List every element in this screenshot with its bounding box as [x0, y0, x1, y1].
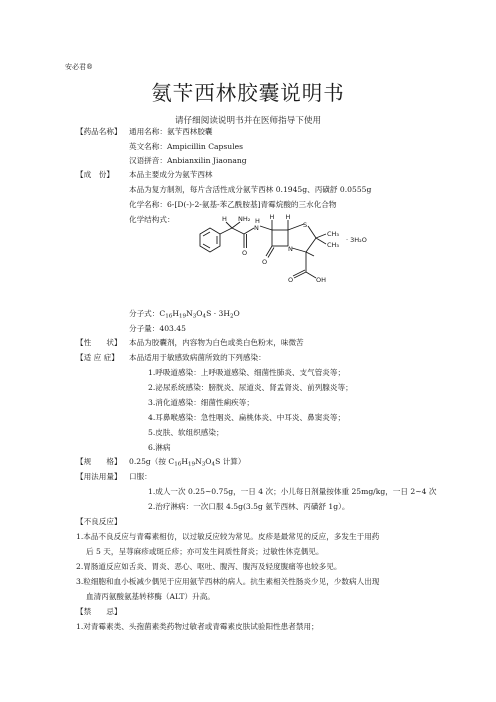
adverse-item: 1.本品不良反应与青霉素相仿，以过敏反应较为常见。皮疹是最常见的反应，多发生于用药 — [76, 532, 380, 541]
indications-intro: 本品适用于敏感致病菌所致的下列感染： — [129, 353, 266, 362]
label-h-c6: H — [269, 213, 275, 221]
adverse-item: 血清丙氨酸氨基转移酶（ALT）升高。 — [86, 592, 215, 601]
dosage-adult: 1.成人一次 0.25~0.75g，一日 4 次；小儿每日剂量按体重 25mg/kg，一日 2~4 次 — [148, 487, 437, 496]
indication-item: 1.呼吸道感染：上呼吸道感染、细菌性肺炎、支气管炎等； — [148, 368, 346, 377]
properties-text: 本品为胶囊剂，内容物为白色或类白色粉末，味微苦 — [129, 338, 304, 347]
section-label-adverse: 【不良反应】 — [76, 517, 122, 526]
label-n-ring: N — [288, 245, 293, 253]
section-label-properties: 【性 状】 — [76, 338, 122, 347]
label-s: S — [303, 221, 308, 229]
indication-item: 4.耳鼻喉感染：急性咽炎、扁桃体炎、中耳炎、鼻窦炎等； — [148, 413, 346, 422]
indication-item: 6.淋病 — [148, 443, 171, 452]
brand-name: 安必君® — [65, 63, 93, 71]
label-h-nh: H — [255, 217, 260, 225]
label-nh2: NH₂ — [238, 215, 251, 223]
ingredients-main: 本品主要成分为氨苄西林 — [129, 170, 213, 179]
generic-name: 通用名称：氨苄西林胶囊 — [129, 127, 213, 136]
label-o-amide: O — [242, 249, 248, 257]
specification-text: 0.25g（按 $C_{16}H_{19}N_3O_4S$ 计算） — [129, 457, 246, 468]
label-o-lactam: O — [262, 258, 268, 266]
label-h-c5: H — [285, 213, 291, 221]
section-label-drug-name: 【药品名称】 — [76, 127, 122, 136]
indication-item: 5.皮肤、软组织感染； — [148, 428, 224, 437]
contraindication-item: 1.对青霉素类、头孢菌素类药物过敏者或青霉素皮肤试验阳性患者禁用； — [76, 622, 319, 631]
label-ch3-top: CH₃ — [327, 230, 340, 238]
dosage-intro: 口服： — [129, 472, 152, 481]
dosage-gonorrhea: 2.治疗淋病：一次口服 4.5g(3.5g 氨苄西林、丙磺舒 1g）。 — [148, 502, 350, 511]
section-label-ingredients: 【成 份】 — [76, 170, 114, 179]
ingredients-compound: 本品为复方制剂，每片含活性成分氨苄西林 0.1945g、丙磺舒 0.0555g — [129, 185, 372, 194]
english-name: 英文名称：Ampicillin Capsules — [129, 142, 244, 151]
label-ch3-bottom: CH₃ — [327, 241, 340, 249]
section-label-specification: 【规 格】 — [76, 457, 122, 466]
adverse-item: 3.粒细胞和血小板减少偶见于应用氨苄西林的病人。抗生素相关性肠炎少见，少数病人出现 — [76, 577, 380, 586]
pinyin-name: 汉语拼音：Anbianxilin Jiaonang — [129, 156, 247, 165]
chemical-structure-diagram — [190, 210, 400, 302]
document-subtitle: 请仔细阅读说明书并在医师指导下使用 — [174, 116, 322, 126]
indication-item: 3.消化道感染：细菌性痢疾等； — [148, 398, 254, 407]
adverse-item: 后 5 天，呈荨麻疹或斑丘疹；亦可发生间质性肾炎；过敏性休克偶见。 — [86, 547, 324, 556]
label-o-carboxyl: O — [288, 276, 294, 284]
molecular-weight: 分子量：403.45 — [129, 324, 186, 333]
structure-caption: 化学结构式： — [129, 215, 175, 224]
adverse-item: 2.胃肠道反应如舌炎、胃炎、恶心、呕吐、腹泻、腹泻及轻度腹痛等也较多见。 — [76, 562, 342, 571]
label-hydrate: · 3H₂O — [346, 236, 367, 244]
section-label-dosage: 【用法用量】 — [76, 472, 122, 481]
molecular-formula: 分子式：$C_{16}H_{19}N_3O_4S \cdot 3H_2O$ — [129, 309, 240, 320]
indication-item: 2.泌尿系统感染：膀胱炎、尿道炎、肾盂肾炎、前列腺炎等； — [148, 383, 353, 392]
document-title: 氨苄西林胶囊说明书 — [151, 81, 345, 105]
label-h-alpha: H — [222, 215, 227, 223]
label-oh: OH — [316, 276, 327, 284]
section-label-indications: 【适 应 症】 — [76, 353, 119, 362]
chemical-name: 化学名称：6-[D(-)-2-氨基-苯乙酰胺基]青霉烷酸的三水化合物 — [129, 200, 337, 209]
label-nh: N — [254, 224, 259, 232]
section-label-contraindications: 【禁 忌】 — [76, 607, 122, 616]
